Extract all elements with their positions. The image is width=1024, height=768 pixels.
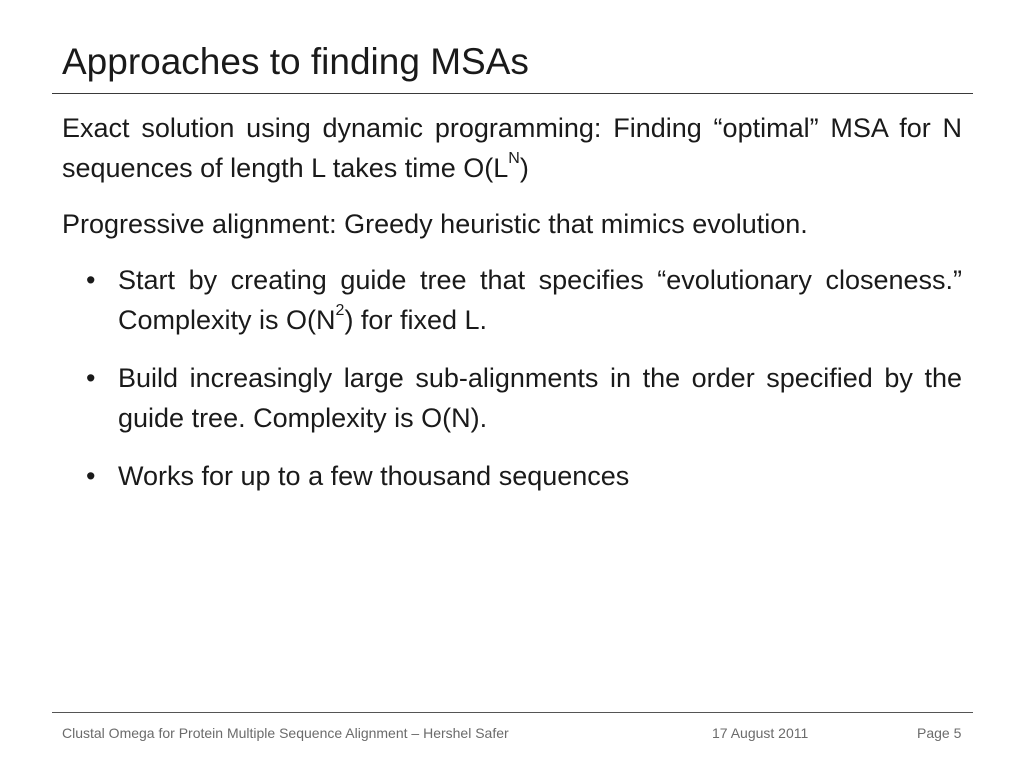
bullet-item-thousand-sequences-text: Works for up to a few thousand sequences [118, 461, 630, 491]
footer-date: 17 August 2011 [712, 725, 809, 741]
paragraph-exact-solution-superscript: N [508, 150, 520, 167]
footer-divider [52, 712, 973, 713]
paragraph-progressive-alignment [62, 204, 962, 244]
bullet-item-sub-alignments [62, 358, 962, 438]
footer-page-number: Page 5 [917, 725, 962, 741]
bullet-icon: • [86, 363, 96, 393]
slide-title: Approaches to finding MSAs [62, 41, 529, 82]
title-divider [52, 93, 973, 94]
bullet-item-sub-alignments-text: Build increasingly large sub-alignments in the order specified by the guide tree. Complexity is O(N). [118, 363, 962, 433]
paragraph-progressive-alignment-text: Progressive alignment: Greedy heuristic that mimics evolution. [62, 209, 808, 239]
paragraph-exact-solution [62, 108, 962, 188]
bullet-icon: • [86, 265, 96, 295]
bullet-list [62, 260, 962, 496]
slide-content [62, 108, 962, 514]
bullet-item-guide-tree-tail: ) for fixed L. [344, 305, 487, 335]
bullet-item-guide-tree-text: Start by creating guide tree that specifies “evolutionary closeness.” Complexity is O(N [118, 265, 962, 335]
paragraph-exact-solution-text: Exact solution using dynamic programming: Finding “optimal” MSA for N sequences of length L takes time O(L [62, 113, 962, 183]
bullet-item-guide-tree [62, 260, 962, 340]
bullet-icon: • [86, 461, 96, 491]
paragraph-exact-solution-tail: ) [519, 153, 529, 183]
bullet-item-thousand-sequences [62, 456, 962, 496]
bullet-item-guide-tree-superscript: 2 [335, 302, 345, 319]
footer-presentation-title: Clustal Omega for Protein Multiple Sequence Alignment – Hershel Safer [62, 725, 509, 741]
